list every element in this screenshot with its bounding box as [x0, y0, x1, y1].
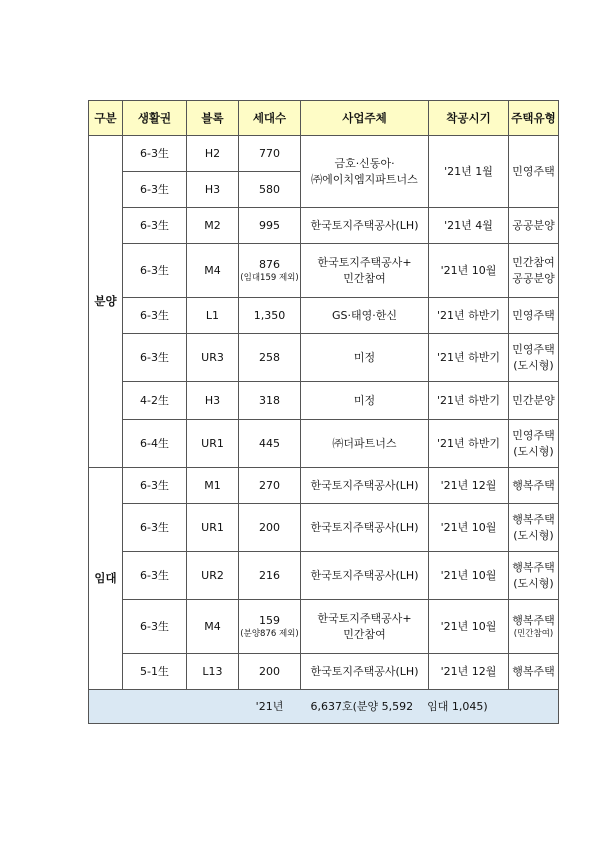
units-value: 876	[259, 258, 280, 271]
header-category: 구분	[89, 101, 123, 136]
start-cell: '21년 10월	[429, 552, 509, 600]
units-cell	[239, 504, 301, 552]
developer-line: 민간참여	[343, 627, 386, 641]
zone-cell: 6-3生	[123, 552, 187, 600]
header-block: 블록	[187, 101, 239, 136]
units-value: 200	[259, 520, 280, 534]
developer-line: 미정	[353, 350, 376, 364]
units-cell	[239, 172, 301, 208]
units-cell	[239, 244, 301, 298]
block-cell: M4	[187, 244, 239, 298]
header-type: 주택유형	[509, 101, 559, 136]
developer-cell	[301, 208, 429, 244]
developer-cell	[301, 420, 429, 468]
table-row	[89, 600, 559, 654]
start-cell: '21년 하반기	[429, 382, 509, 420]
zone-cell: 6-3生	[123, 334, 187, 382]
start-cell: '21년 10월	[429, 504, 509, 552]
table-row	[89, 420, 559, 468]
total-summary: 6,637호(분양 5,592 임대 1,045)	[301, 690, 559, 724]
developer-line: 한국토지주택공사(LH)	[310, 520, 419, 534]
type-cell	[509, 468, 559, 504]
table-row	[89, 504, 559, 552]
block-cell: M4	[187, 600, 239, 654]
developer-line: 한국토지주택공사(LH)	[310, 218, 419, 232]
units-cell	[239, 334, 301, 382]
developer-line: 한국토지주택공사(LH)	[310, 478, 419, 492]
block-cell: UR2	[187, 552, 239, 600]
zone-cell: 4-2生	[123, 382, 187, 420]
developer-cell	[301, 382, 429, 420]
zone-cell: 5-1生	[123, 654, 187, 690]
type-line: 민영주택	[512, 342, 555, 356]
zone-cell: 6-4生	[123, 420, 187, 468]
type-cell	[509, 334, 559, 382]
start-cell: '21년 1월	[429, 136, 509, 208]
zone-cell: 6-3生	[123, 600, 187, 654]
total-row	[89, 690, 559, 724]
zone-cell: 6-3生	[123, 136, 187, 172]
type-cell	[509, 136, 559, 208]
type-cell	[509, 208, 559, 244]
type-line: (도시형)	[513, 358, 554, 372]
group-rent-label: 임대	[89, 468, 123, 690]
units-value: 159	[259, 614, 280, 627]
developer-line: 금호·신동아·	[334, 156, 395, 170]
developer-cell	[301, 136, 429, 208]
type-line: 공공분양	[512, 218, 555, 232]
group-sale-label: 분양	[89, 136, 123, 468]
block-cell: H2	[187, 136, 239, 172]
table-row	[89, 244, 559, 298]
developer-cell	[301, 468, 429, 504]
developer-line: ㈜더파트너스	[332, 436, 397, 450]
zone-cell: 6-3生	[123, 244, 187, 298]
units-value: 200	[259, 664, 280, 678]
table-row	[89, 468, 559, 504]
units-value: 995	[259, 218, 280, 232]
type-line: (민간참여)	[513, 628, 554, 639]
units-cell	[239, 600, 301, 654]
header-developer: 사업주체	[301, 101, 429, 136]
developer-cell	[301, 654, 429, 690]
block-cell: H3	[187, 382, 239, 420]
block-cell: L1	[187, 298, 239, 334]
block-cell: M1	[187, 468, 239, 504]
units-cell	[239, 552, 301, 600]
start-cell: '21년 하반기	[429, 420, 509, 468]
units-value: 445	[259, 436, 280, 450]
zone-cell: 6-3生	[123, 298, 187, 334]
units-cell	[239, 208, 301, 244]
type-line: 민영주택	[512, 428, 555, 442]
developer-line: 한국토지주택공사(LH)	[310, 568, 419, 582]
units-cell	[239, 382, 301, 420]
zone-cell: 6-3生	[123, 172, 187, 208]
start-cell: '21년 4월	[429, 208, 509, 244]
type-line: (도시형)	[513, 576, 554, 590]
zone-cell: 6-3生	[123, 504, 187, 552]
units-cell	[239, 298, 301, 334]
total-blank	[89, 690, 239, 724]
type-line: 민영주택	[512, 164, 555, 178]
type-cell	[509, 654, 559, 690]
start-cell: '21년 12월	[429, 654, 509, 690]
zone-cell: 6-3生	[123, 208, 187, 244]
type-line: 민영주택	[512, 308, 555, 322]
type-cell	[509, 244, 559, 298]
type-line: 행복주택	[512, 614, 555, 627]
start-cell: '21년 10월	[429, 600, 509, 654]
header-row	[89, 101, 559, 136]
units-cell	[239, 468, 301, 504]
zone-cell: 6-3生	[123, 468, 187, 504]
start-cell: '21년 하반기	[429, 298, 509, 334]
table-row	[89, 654, 559, 690]
developer-cell	[301, 244, 429, 298]
units-value: 270	[259, 478, 280, 492]
start-cell: '21년 12월	[429, 468, 509, 504]
units-value: 580	[259, 182, 280, 196]
developer-line: GS·태영·한신	[331, 308, 397, 322]
developer-line: ㈜에이치엠지파트너스	[311, 172, 418, 186]
units-note: (분양876 제외)	[240, 628, 299, 639]
block-cell: H3	[187, 172, 239, 208]
units-cell	[239, 420, 301, 468]
type-cell	[509, 382, 559, 420]
table-row	[89, 382, 559, 420]
type-cell	[509, 420, 559, 468]
units-value: 216	[259, 568, 280, 582]
header-units: 세대수	[239, 101, 301, 136]
type-line: 행복주택	[512, 478, 555, 492]
units-value: 258	[259, 350, 280, 364]
units-cell	[239, 654, 301, 690]
type-cell	[509, 298, 559, 334]
units-note: (임대159 제외)	[240, 272, 299, 283]
type-line: 민간참여	[512, 255, 555, 269]
units-value: 770	[259, 146, 280, 160]
units-value: 318	[259, 393, 280, 407]
type-line: (도시형)	[513, 528, 554, 542]
type-line: 행복주택	[512, 664, 555, 678]
developer-line: 한국토지주택공사+	[317, 611, 412, 625]
table-row	[89, 136, 559, 172]
developer-cell	[301, 334, 429, 382]
developer-line: 한국토지주택공사+	[317, 255, 412, 269]
total-year: '21년	[239, 690, 301, 724]
start-cell: '21년 10월	[429, 244, 509, 298]
developer-cell	[301, 504, 429, 552]
block-cell: UR1	[187, 420, 239, 468]
header-zone: 생활권	[123, 101, 187, 136]
housing-supply-table	[88, 100, 559, 724]
table-row	[89, 334, 559, 382]
type-line: 행복주택	[512, 560, 555, 574]
developer-line: 미정	[353, 393, 376, 407]
developer-cell	[301, 552, 429, 600]
table-row	[89, 552, 559, 600]
type-cell	[509, 552, 559, 600]
type-line: 행복주택	[512, 512, 555, 526]
table-row	[89, 208, 559, 244]
start-cell: '21년 하반기	[429, 334, 509, 382]
developer-cell	[301, 600, 429, 654]
block-cell: M2	[187, 208, 239, 244]
developer-line: 민간참여	[343, 271, 386, 285]
units-value: 1,350	[253, 308, 286, 322]
type-line: 민간분양	[512, 393, 555, 407]
units-cell	[239, 136, 301, 172]
block-cell: UR1	[187, 504, 239, 552]
type-cell	[509, 600, 559, 654]
block-cell: UR3	[187, 334, 239, 382]
header-start: 착공시기	[429, 101, 509, 136]
block-cell: L13	[187, 654, 239, 690]
table-row	[89, 298, 559, 334]
developer-cell	[301, 298, 429, 334]
type-line: (도시형)	[513, 444, 554, 458]
type-cell	[509, 504, 559, 552]
type-line: 공공분양	[512, 271, 555, 285]
developer-line: 한국토지주택공사(LH)	[310, 664, 419, 678]
